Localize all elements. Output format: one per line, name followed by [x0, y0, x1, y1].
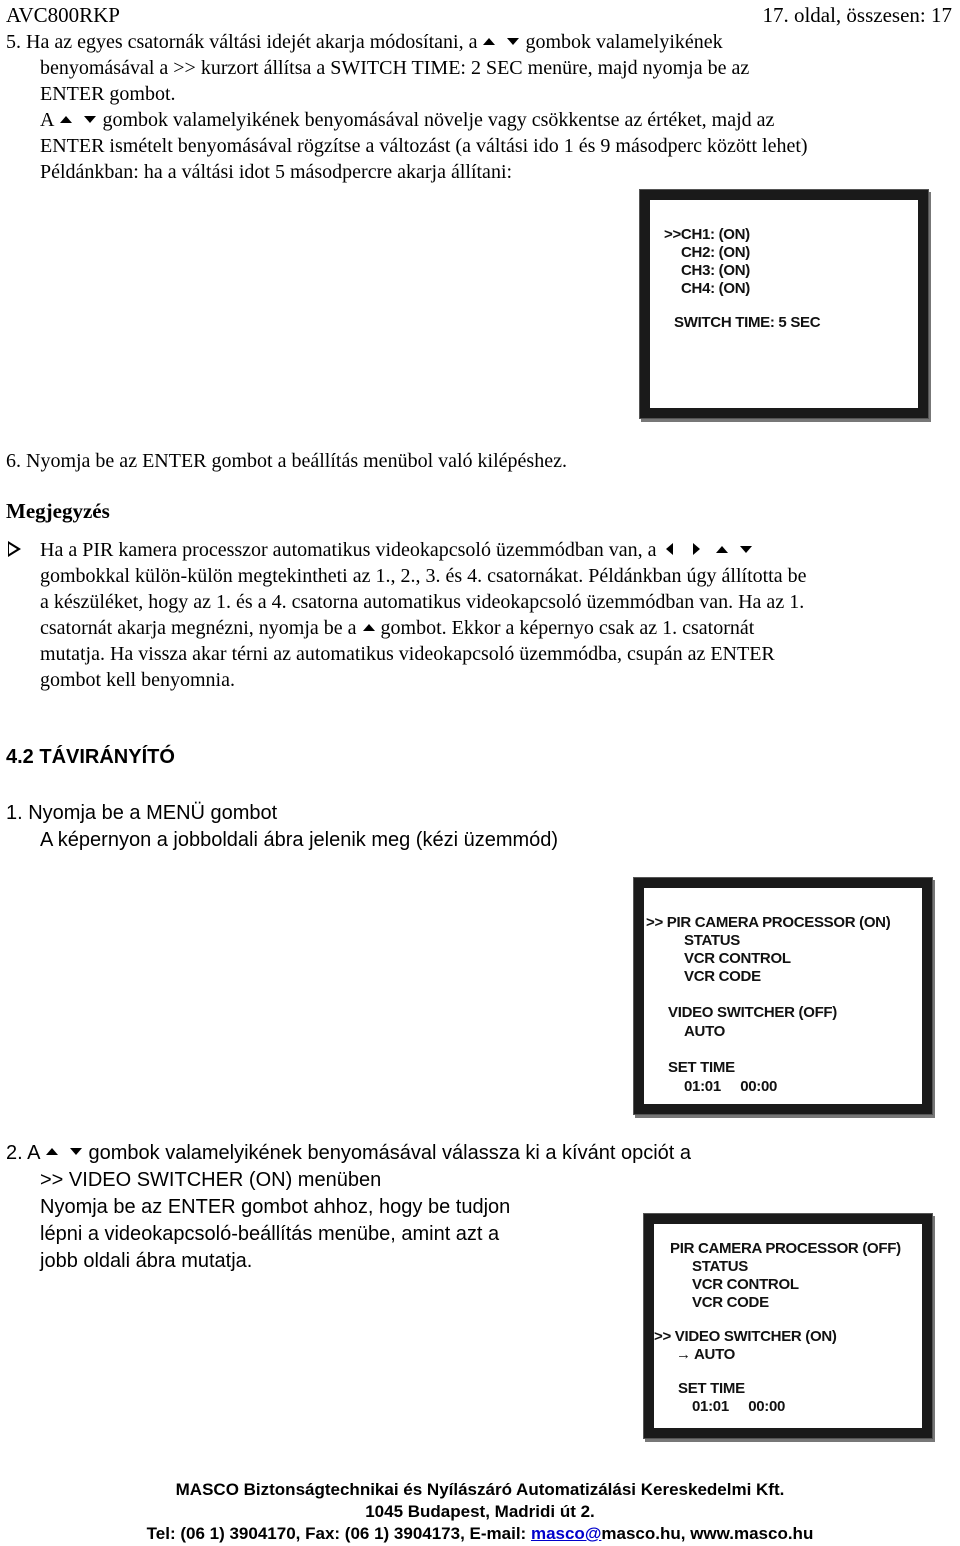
email-link[interactable]: masco@ [530, 1524, 602, 1543]
bullet-arrow-icon [8, 541, 21, 557]
step5-line2: benyomásával a >> kurzort állítsa a SWITCH TIME: 2 SEC menüre, majd nyomja be az [40, 57, 750, 79]
up-arrow-icon [46, 1148, 58, 1155]
footer-company: MASCO Biztonságtechnikai és Nyílászáró Automatizálási Kereskedelmi Kft. [175, 1480, 785, 1499]
rstep2-line2: >> VIDEO SWITCHER (ON) menüben [40, 1169, 382, 1191]
step-6: 6. Nyomja be az ENTER gombot a beállítás menübol való kilépéshez. [6, 450, 567, 472]
screen3-line8: 01:01 00:00 [692, 1398, 786, 1415]
step5-line4b: gombok valamelyikének benyomásával növelje vagy csökkentse az értéket, majd az [102, 109, 775, 131]
rstep2-line4: lépni a videokapcsoló-beállítás menübe, amint azt a [40, 1223, 500, 1245]
rstep1-line2: A képernyon a jobboldali ábra jelenik meg (kézi üzemmód) [40, 829, 559, 851]
screen3-line5: >> VIDEO SWITCHER (ON) [654, 1328, 837, 1345]
note-line4a: csatornát akarja megnézni, nyomja be a [40, 617, 357, 639]
step5-line3: ENTER gombot. [40, 83, 176, 105]
rstep2-line1b: gombok valamelyikének benyomásával válassza ki a kívánt opciót a [88, 1142, 692, 1164]
note-line6: gombot kell benyomnia. [40, 669, 235, 691]
screen3-line4: VCR CODE [692, 1294, 769, 1311]
note-line5: mutatja. Ha vissza akar térni az automatikus videokapcsoló üzemmódba, csupán az ENTER [40, 643, 775, 665]
footer-address: 1045 Budapest, Madridi út 2. [365, 1502, 595, 1521]
step5-line1a: 5. Ha az egyes csatornák váltási idejét akarja módosítani, a [6, 31, 478, 53]
rstep1-line1: 1. Nyomja be a MENÜ gombot [6, 802, 278, 824]
note-title: Megjegyzés [6, 499, 110, 523]
step5-line1b: gombok valamelyikének [525, 31, 723, 53]
section-title: 4.2 TÁVIRÁNYÍTÓ [6, 746, 175, 768]
screen-menu-switcher [644, 1214, 932, 1438]
note-line2: gombokkal külön-külön megtekintheti az 1., 2., 3. és 4. csatornákat. Példánkban úgy állította be [40, 565, 807, 587]
screen-switch-time [640, 190, 928, 418]
up-arrow-icon [363, 624, 375, 631]
note-body [40, 537, 940, 693]
screen1-ch4: CH4: (ON) [681, 280, 750, 297]
note-line4b: gombot. Ekkor a képernyo csak az 1. csatornát [380, 617, 755, 639]
footer-contact-a: Tel: (06 1) 3904170, Fax: (06 1) 3904173, E-mail: [146, 1524, 531, 1543]
rstep2-line5: jobb oldali ábra mutatja. [40, 1250, 253, 1272]
screen2-line1: >> PIR CAMERA PROCESSOR (ON) [646, 914, 891, 931]
note-line3: a készüléket, hogy az 1. és a 4. csatorna automatikus videokapcsoló üzemmódban van. Ha az 1. [40, 591, 805, 613]
step-5 [6, 29, 946, 185]
screen2-line6: AUTO [684, 1023, 726, 1040]
screen2-line8: 01:01 00:00 [684, 1078, 778, 1095]
footer-contact [0, 1524, 960, 1544]
screen3-line3: VCR CONTROL [692, 1276, 799, 1293]
rstep2-line3: Nyomja be az ENTER gombot ahhoz, hogy be tudjon [40, 1196, 511, 1218]
screen3-line7: SET TIME [678, 1380, 745, 1397]
down-arrow-icon [507, 38, 519, 45]
screen2-line2: STATUS [684, 932, 740, 949]
screen1-switch-time: SWITCH TIME: 5 SEC [674, 314, 821, 331]
screen3-line1: PIR CAMERA PROCESSOR (OFF) [670, 1240, 901, 1257]
screen2-line4: VCR CODE [684, 968, 761, 985]
down-arrow-icon [70, 1148, 82, 1155]
step5-line5: ENTER ismételt benyomásával rögzítse a változást (a váltási ido 1 és 9 másodperc között lehet) [40, 135, 808, 157]
screen2-line3: VCR CONTROL [684, 950, 791, 967]
down-arrow-icon [740, 546, 752, 553]
screen3-line6: → AUTO [676, 1346, 736, 1363]
screen2-line7: SET TIME [668, 1059, 735, 1076]
doc-title: AVC800RKP [6, 3, 120, 27]
page-counter: 17. oldal, összesen: 17 [762, 3, 952, 27]
screen3-line2: STATUS [692, 1258, 748, 1275]
note-line1a: Ha a PIR kamera processzor automatikus videokapcsoló üzemmódban van, a [40, 539, 657, 561]
screen1-ch1: >>CH1: (ON) [664, 226, 750, 243]
screen1-ch2: CH2: (ON) [681, 244, 750, 261]
step5-line4a: A [40, 109, 55, 131]
rstep2-line1a: 2. A [6, 1142, 41, 1164]
screen1-ch3: CH3: (ON) [681, 262, 750, 279]
footer-contact-b: masco.hu, www.masco.hu [601, 1524, 814, 1543]
remote-step-1 [6, 800, 906, 854]
right-arrow-icon [693, 543, 700, 555]
down-arrow-icon [84, 116, 96, 123]
step5-line6: Példánkban: ha a váltási idot 5 másodpercre akarja állítani: [40, 161, 513, 183]
up-arrow-icon [60, 116, 72, 123]
left-arrow-icon [666, 543, 673, 555]
up-arrow-icon [483, 38, 495, 45]
screen-menu-manual [634, 878, 932, 1114]
screen2-line5: VIDEO SWITCHER (OFF) [668, 1004, 837, 1021]
up-arrow-icon [716, 546, 728, 553]
